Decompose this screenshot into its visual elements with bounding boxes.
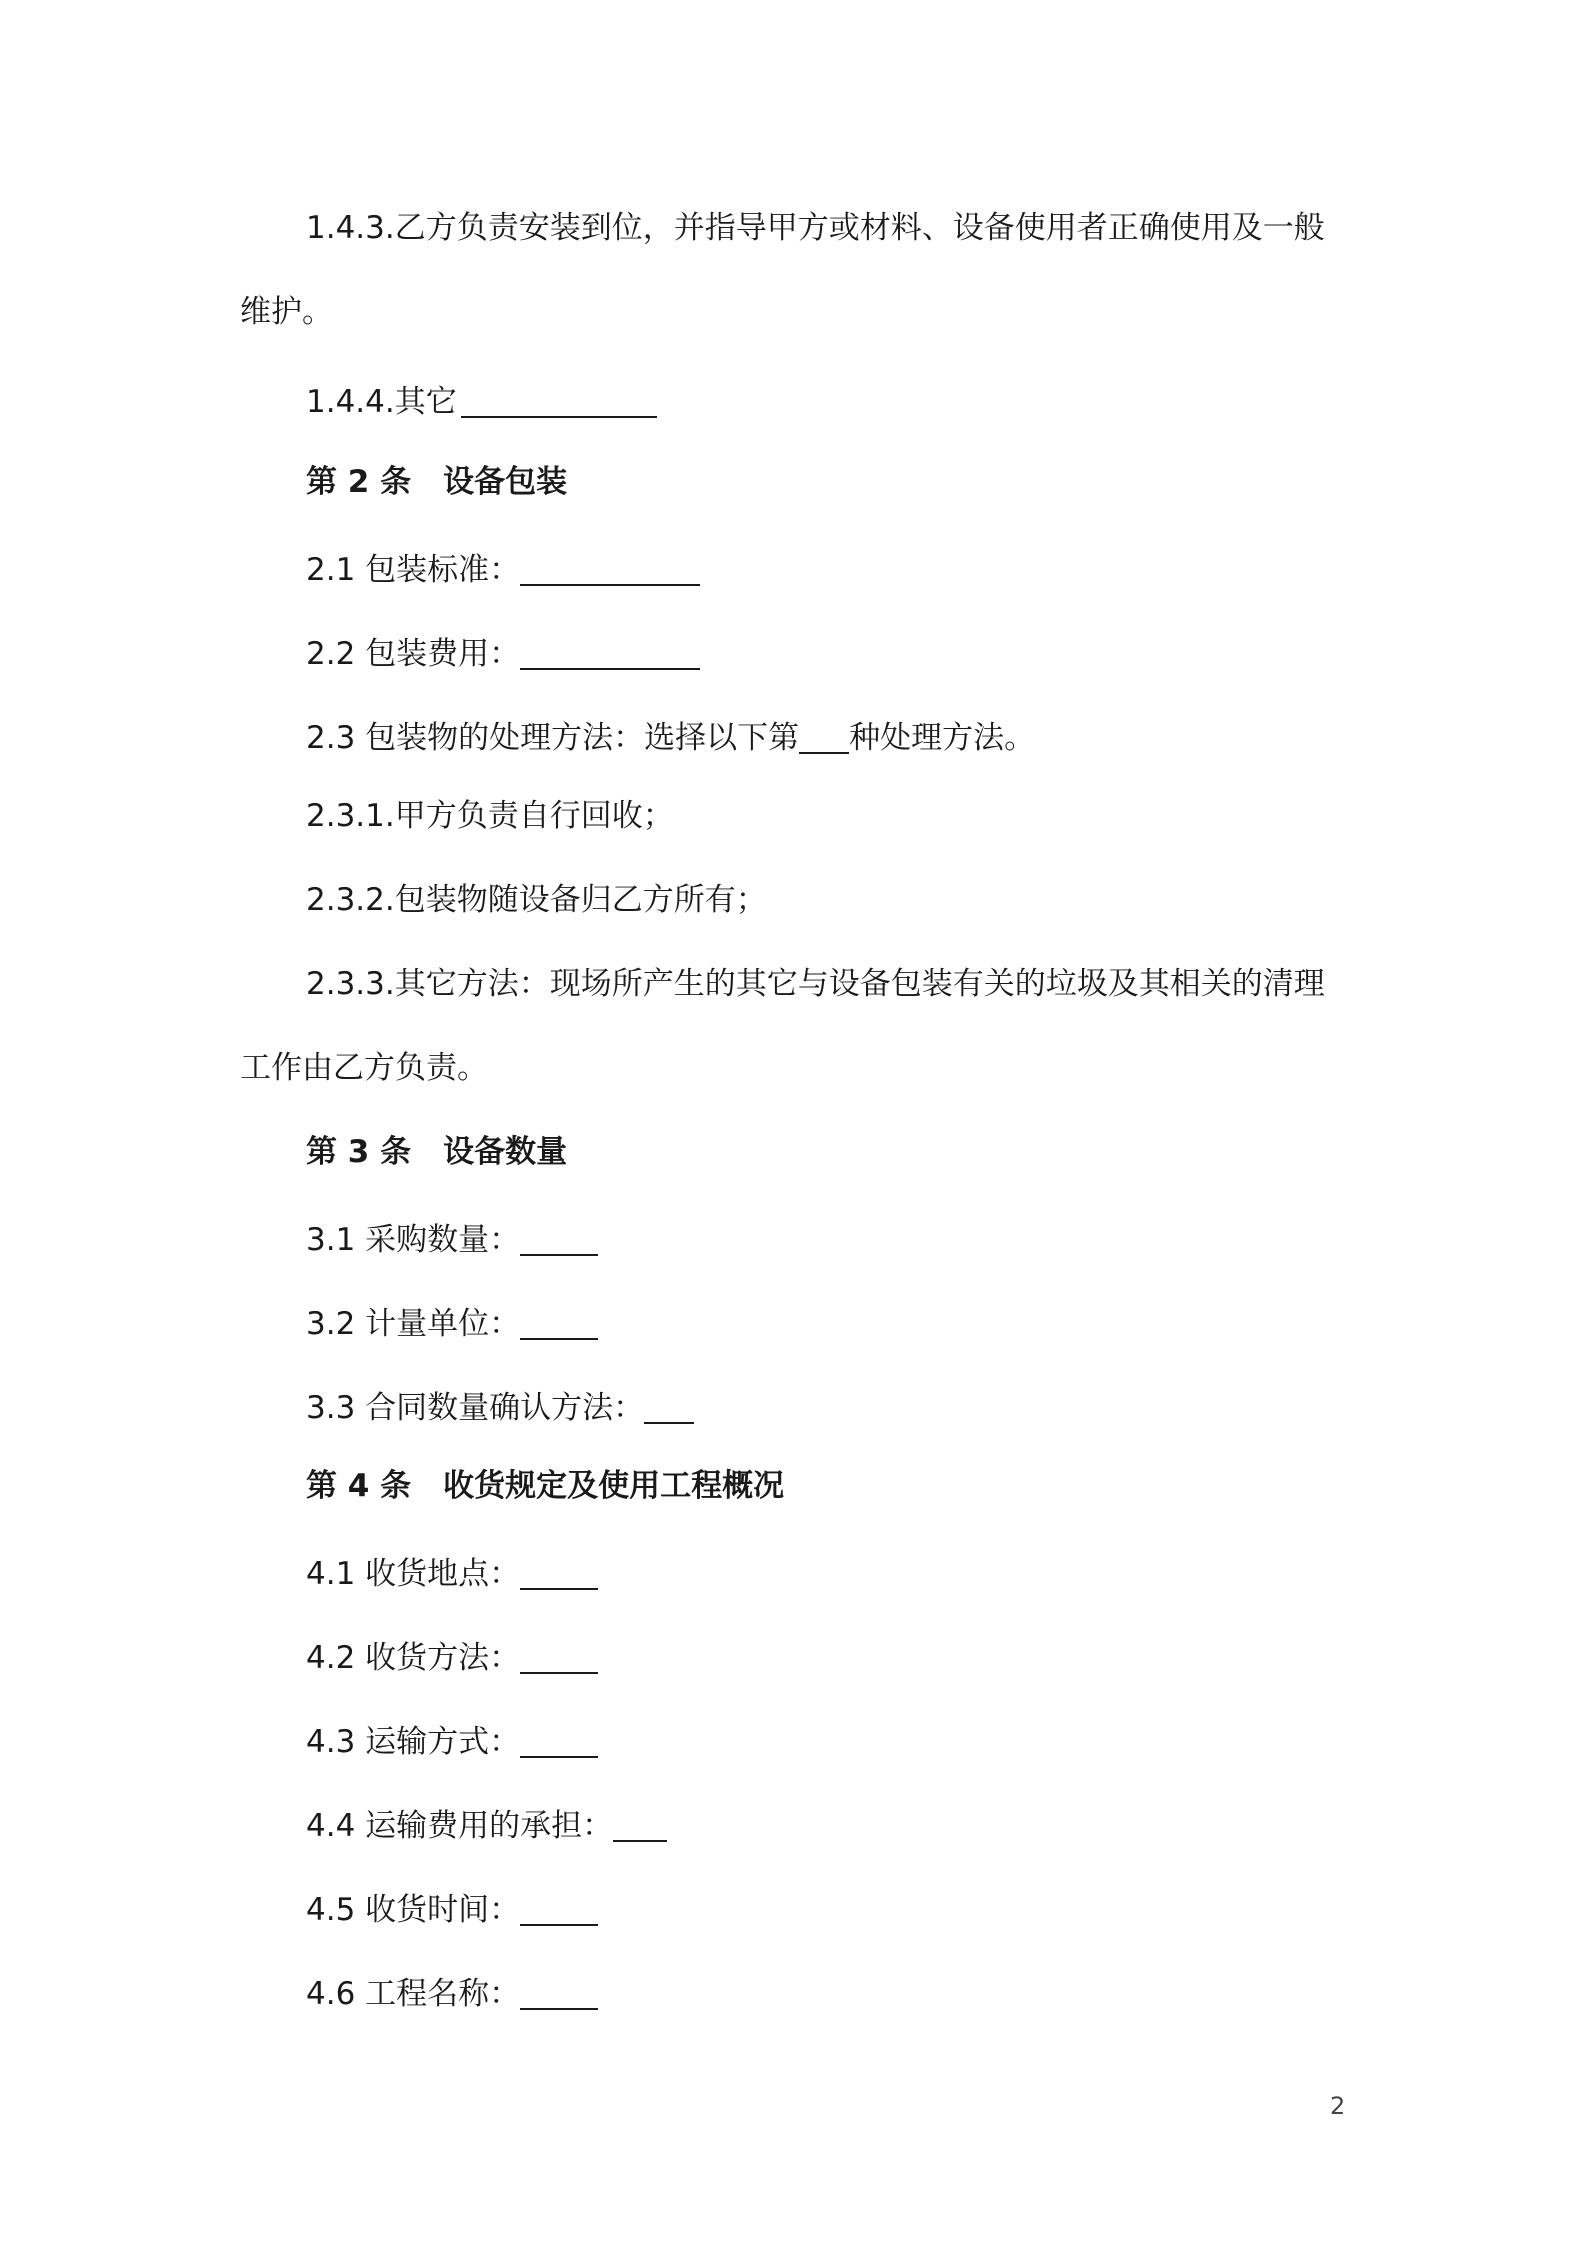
clause-1-4-3-line2 xyxy=(0,292,1586,332)
clause-3-3 xyxy=(0,1388,1586,1428)
clause-4-3 xyxy=(0,1722,1586,1762)
fill-blank xyxy=(799,722,849,754)
clause-text: 1.4.3.乙方负责安装到位，并指导甲方或材料、设备使用者正确使用及一般 xyxy=(306,210,1325,246)
clause-2-3-1 xyxy=(0,796,1586,836)
clause-text: 2.3 包装物的处理方法：选择以下第 xyxy=(306,720,800,756)
clause-text: 4.3 运输方式： xyxy=(306,1724,521,1760)
clause-3-1 xyxy=(0,1220,1586,1260)
article-title: 设备数量 xyxy=(443,1134,568,1170)
page-number: 2 xyxy=(1330,2092,1346,2120)
clause-2-3-2 xyxy=(0,880,1586,920)
fill-blank xyxy=(520,1558,598,1590)
clause-text: 4.5 收货时间： xyxy=(306,1892,521,1928)
clause-text: 2.1 包装标准： xyxy=(306,552,521,588)
clause-2-2 xyxy=(0,634,1586,674)
clause-4-2 xyxy=(0,1638,1586,1678)
fill-blank xyxy=(520,1642,598,1674)
fill-blank xyxy=(520,1726,598,1758)
clause-2-3-3-line2 xyxy=(0,1048,1586,1088)
clause-text: 2.2 包装费用： xyxy=(306,636,521,672)
article-title: 设备包装 xyxy=(443,464,568,500)
clause-text: 4.1 收货地点： xyxy=(306,1556,521,1592)
clause-3-2 xyxy=(0,1304,1586,1344)
fill-blank xyxy=(520,554,700,586)
clause-text: 4.4 运输费用的承担： xyxy=(306,1808,614,1844)
article-4-heading xyxy=(0,1466,1586,1506)
article-3-heading xyxy=(0,1132,1586,1172)
clause-1-4-4 xyxy=(0,382,1586,422)
fill-blank xyxy=(644,1392,694,1424)
clause-4-5 xyxy=(0,1890,1586,1930)
clause-text: 4.2 收货方法： xyxy=(306,1640,521,1676)
fill-blank xyxy=(520,1308,598,1340)
fill-blank xyxy=(520,1224,598,1256)
clause-text: 种处理方法。 xyxy=(849,720,1036,756)
clause-text: 工作由乙方负责。 xyxy=(240,1050,488,1086)
clause-text: 3.3 合同数量确认方法： xyxy=(306,1390,645,1426)
clause-2-3 xyxy=(0,718,1586,758)
clause-text: 4.6 工程名称： xyxy=(306,1976,521,2012)
clause-text: 1.4.4.其它 xyxy=(306,384,457,420)
fill-blank xyxy=(461,386,657,418)
fill-blank xyxy=(520,1894,598,1926)
article-number: 第 4 条 xyxy=(306,1468,412,1504)
article-2-heading xyxy=(0,462,1586,502)
clause-text: 3.2 计量单位： xyxy=(306,1306,521,1342)
clause-text: 2.3.1.甲方负责自行回收； xyxy=(306,798,674,834)
clause-text: 3.1 采购数量： xyxy=(306,1222,521,1258)
article-number: 第 2 条 xyxy=(306,464,412,500)
clause-2-1 xyxy=(0,550,1586,590)
fill-blank xyxy=(520,1978,598,2010)
fill-blank xyxy=(520,638,700,670)
clause-text: 2.3.2.包装物随设备归乙方所有； xyxy=(306,882,767,918)
clause-text: 维护。 xyxy=(240,294,333,330)
fill-blank xyxy=(613,1810,667,1842)
clause-4-4 xyxy=(0,1806,1586,1846)
clause-1-4-3-line1 xyxy=(0,208,1586,248)
article-title: 收货规定及使用工程概况 xyxy=(443,1468,785,1504)
clause-2-3-3-line1 xyxy=(0,964,1586,1004)
article-number: 第 3 条 xyxy=(306,1134,412,1170)
clause-4-1 xyxy=(0,1554,1586,1594)
clause-text: 2.3.3.其它方法：现场所产生的其它与设备包装有关的垃圾及其相关的清理 xyxy=(306,966,1325,1002)
clause-4-6 xyxy=(0,1974,1586,2014)
